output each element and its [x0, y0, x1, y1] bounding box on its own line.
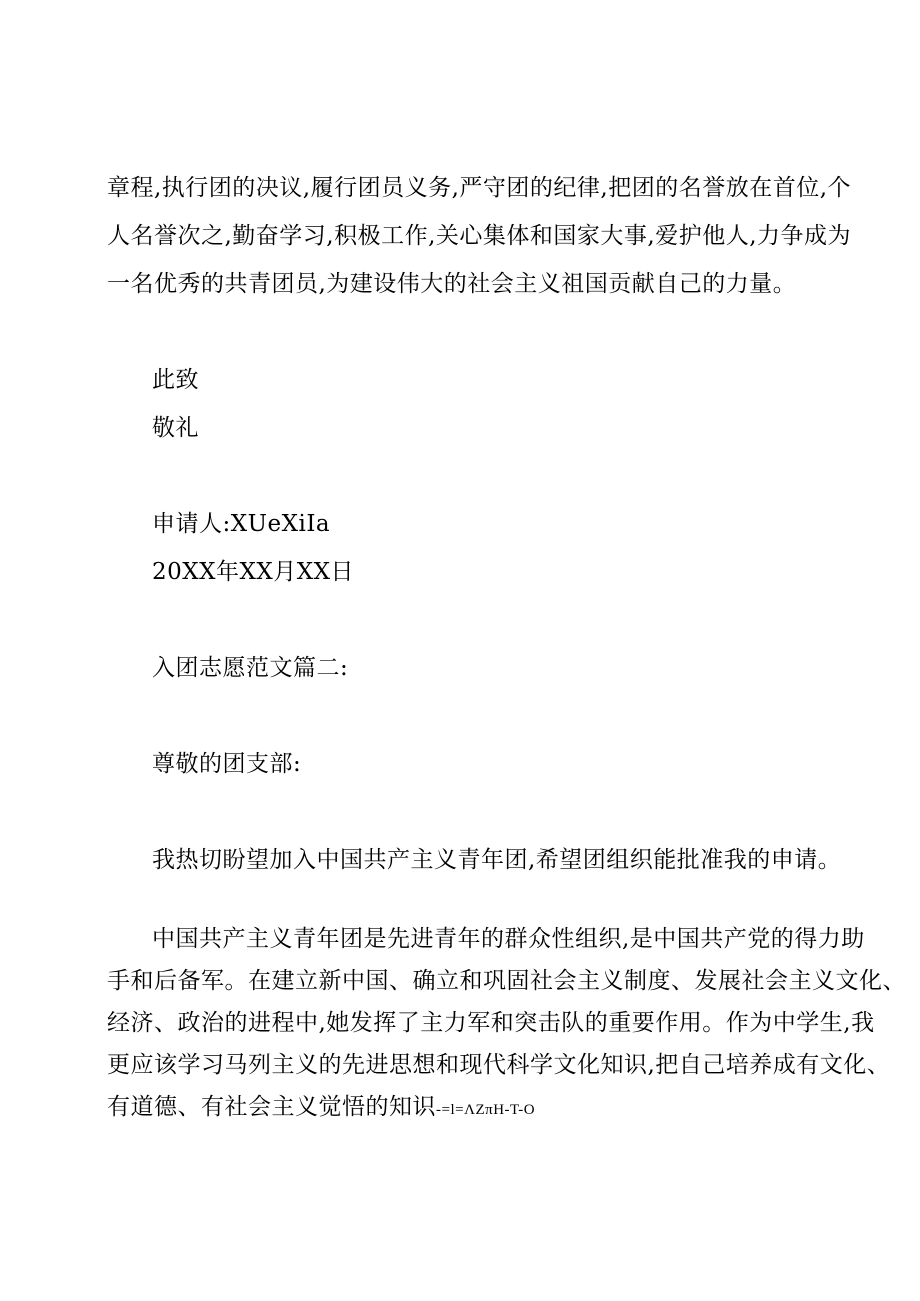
paragraph-line-2: 人名誉次之,勤奋学习,积极工作,关心集体和国家大事,爱护他人,力争成为: [107, 223, 852, 249]
closing-salutation-2: 敬礼: [152, 415, 199, 441]
signature-date: 20XX年XX月XX日: [152, 559, 355, 585]
body-line-3: 经济、政治的进程中,她发挥了主力军和突击队的重要作用。作为中学生,我: [107, 1010, 875, 1036]
applicant-signature: 申请人:XUeXiIa: [152, 511, 331, 537]
body-line-1: 中国共产主义青年团是先进青年的群众性组织,是中国共产党的得力助: [152, 926, 865, 952]
body-line-5-text: 有道德、有社会主义觉悟的知识: [107, 1094, 436, 1120]
intro-paragraph: 我热切盼望加入中国共产主义青年团,希望团组织能批准我的申请。: [152, 847, 842, 873]
section-title: 入团志愿范文篇二:: [152, 655, 349, 681]
paragraph-line-1: 章程,执行团的决议,履行团员义务,严守团的纪律,把团的名誉放在首位,个: [107, 175, 852, 201]
body-line-2: 手和后备军。在建立新中国、确立和巩固社会主义制度、发展社会主义文化、: [107, 968, 906, 994]
garbled-tail: -=l=ΛZπH-T-O: [436, 1102, 536, 1118]
body-line-4: 更应该学习马列主义的先进思想和现代科学文化知识,把自己培养成有文化、: [107, 1052, 891, 1078]
paragraph-line-3: 一名优秀的共青团员,为建设伟大的社会主义祖国贡献自己的力量。: [107, 271, 797, 297]
closing-salutation-1: 此致: [152, 367, 199, 393]
greeting: 尊敬的团支部:: [152, 751, 302, 777]
body-line-5: [107, 1091, 535, 1126]
